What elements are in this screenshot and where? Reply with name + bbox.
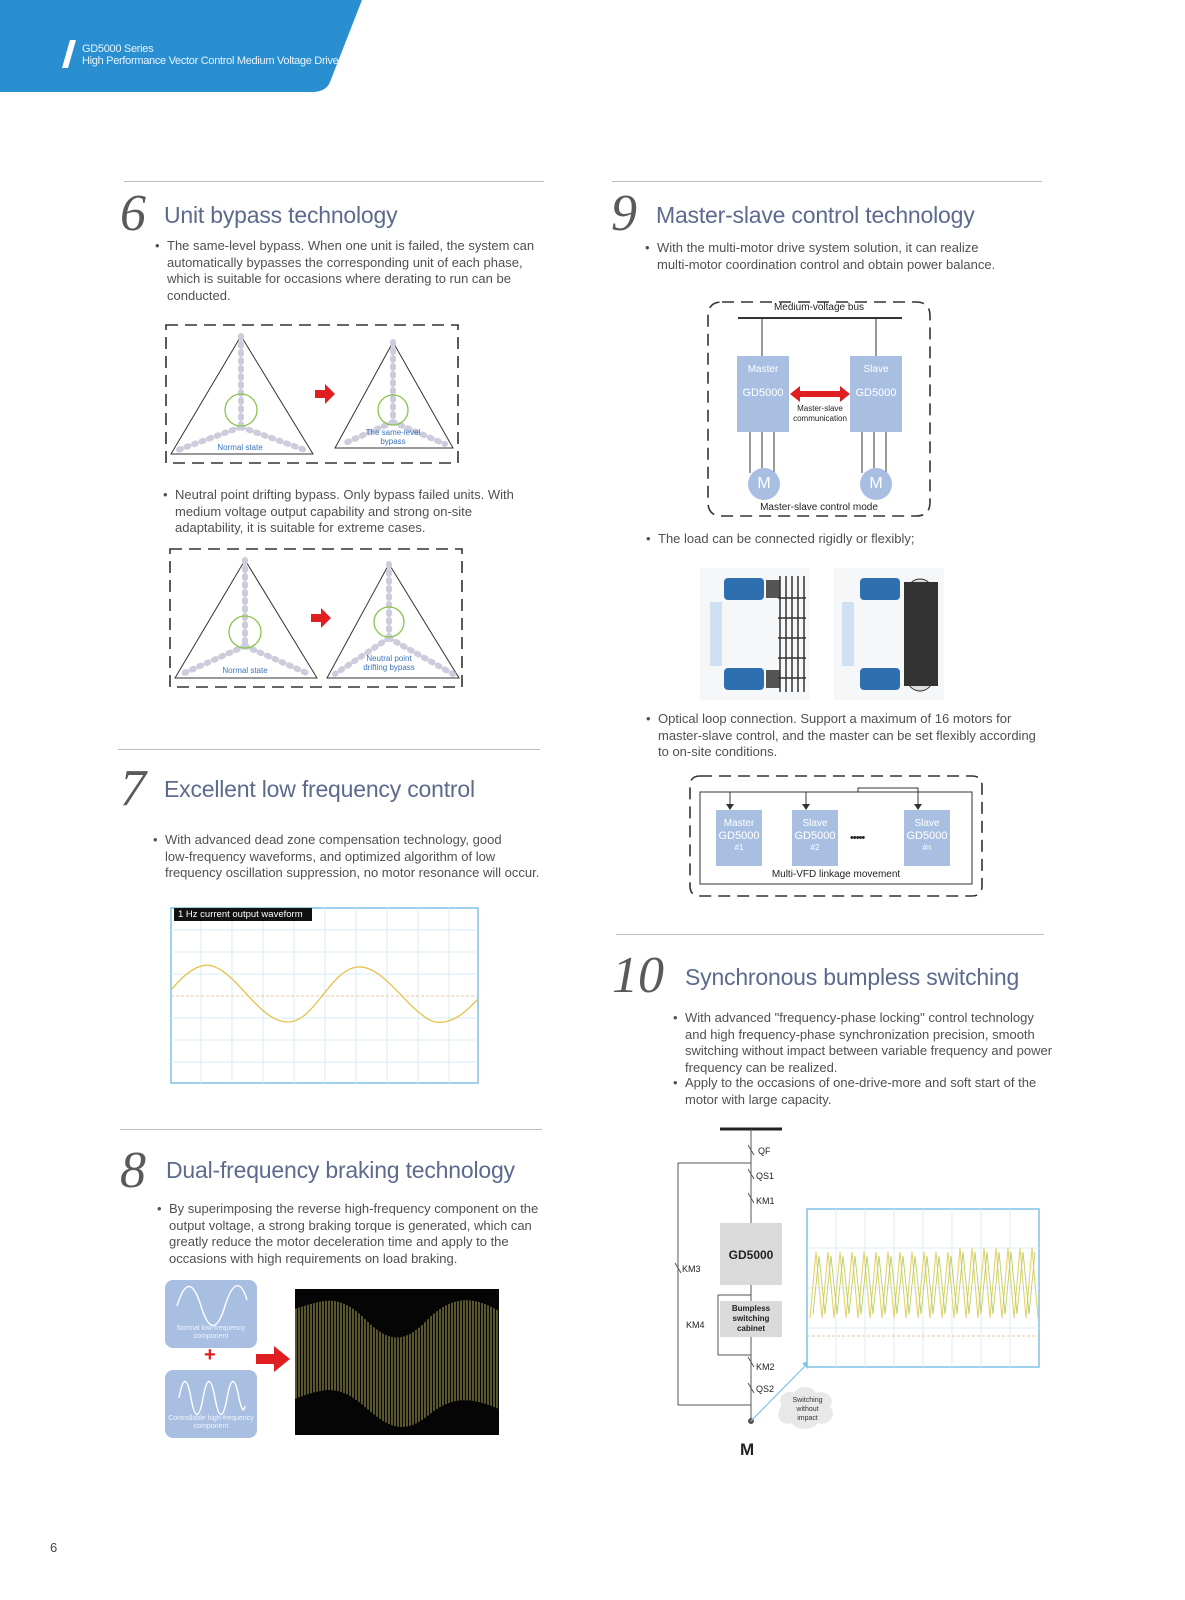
plus-sign: + [204, 1344, 216, 1366]
section10-number: 10 [612, 947, 664, 1004]
text-line: automatically bypasses the corresponding unit of each phase, [167, 254, 523, 270]
label-km1: KM1 [756, 1196, 775, 1206]
text-line: With the multi-motor drive system solution, it can realize [657, 240, 979, 255]
text-line: GD5000 [718, 830, 760, 842]
label-km3: KM3 [682, 1264, 701, 1274]
section9-title: Master-slave control technology [656, 202, 975, 228]
text-line: and high frequency-phase synchronization precision, smooth [685, 1026, 1035, 1042]
comm-label [786, 404, 854, 424]
header-series: GD5000 Series [82, 43, 154, 55]
slave-label: Slave [863, 364, 889, 375]
section10-title: Synchronous bumpless switching [685, 964, 1020, 990]
label-km4: KM4 [686, 1320, 705, 1330]
section10-bullet2: • Apply to the occasions of one-drive-more and soft start of the motor with large capacity. [685, 1075, 1070, 1108]
loop-box-2 [792, 817, 838, 852]
text-line: Neutral point [366, 654, 412, 663]
text-line: master-slave control, and the master can be set flexibly according [658, 727, 1036, 743]
text-line: occasions with high requirements on load braking. [169, 1250, 458, 1266]
rigid-connection-photo [700, 568, 810, 700]
text-line: Switching [792, 1397, 823, 1404]
page-number: 6 [50, 1540, 58, 1555]
section9-bullet2: • The load can be connected rigidly or flexibly; [658, 531, 1038, 548]
section7-bullet1: • With advanced dead zone compensation technology, good low-frequency waveforms, and optimized algorithm of low frequency oscillation suppression, no motor resonance will occur. [165, 832, 555, 882]
text-line: With advanced "frequency-phase locking" control technology [685, 1010, 1034, 1025]
motor-label-2: M [869, 475, 883, 492]
section9-number: 9 [611, 185, 637, 242]
text-line: Slave [802, 818, 828, 829]
text-line: By superimposing the reverse high-frequency component on the [169, 1201, 539, 1216]
text-line: conducted. [167, 287, 231, 303]
cloud-label [780, 1396, 835, 1423]
section6-title: Unit bypass technology [164, 202, 398, 228]
header-title [82, 43, 338, 67]
text-line: component [193, 1333, 229, 1340]
normal-state-triangle [175, 560, 317, 678]
low-frequency-label [165, 1325, 257, 1341]
text-line: Optical loop connection. Support a maximum of 16 motors for [658, 711, 1012, 726]
high-frequency-label [165, 1415, 257, 1431]
text-line: #1 [734, 843, 744, 852]
section8-bullet1: • By superimposing the reverse high-frequency component on the output voltage, a strong braking torque is generated, which can greatly reduce the motor deceleration time and apply to the occasions with high requirements on load braking. [169, 1201, 549, 1267]
text-line: Normal low-frequency [176, 1325, 246, 1332]
text-line: greatly reduce the motor deceleration time and apply to the [169, 1234, 509, 1249]
text-line: Master-slave [797, 404, 843, 413]
text-line: #n [922, 843, 932, 852]
text-line: frequency oscillation suppression, no motor resonance will occur. [165, 865, 540, 880]
label-qs1: QS1 [756, 1171, 775, 1181]
text-line: low-frequency waveforms, and optimized algorithm of low [165, 848, 496, 864]
low-frequency-waveform-chart [170, 907, 480, 1084]
text-line: cabinet [736, 1324, 765, 1333]
diagram1-right-caption [358, 428, 428, 446]
waveform-label: 1 Hz current output waveform [178, 909, 303, 920]
cabinet-label [720, 1304, 782, 1334]
bus-label: Medium-voltage bus [773, 302, 865, 313]
master-label: Master [747, 364, 779, 375]
red-double-arrow-icon [790, 386, 850, 402]
text-line: GD5000 [906, 830, 948, 842]
slave-drive-label: GD5000 [855, 387, 897, 399]
red-arrow-icon [311, 608, 331, 628]
loop-dots: ••••• [850, 832, 865, 844]
section9-bullet3: • Optical loop connection. Support a maximum of 16 motors for master-slave control, and the master can be set flexibly according to on-site conditions. [658, 711, 1048, 761]
diagram2-right-caption [354, 654, 424, 672]
loop-box-3 [904, 817, 950, 852]
section7-rule [118, 749, 540, 750]
drive-label: GD5000 [728, 1248, 774, 1262]
section7-number: 7 [120, 760, 146, 817]
section6-rule [124, 181, 544, 182]
text-line: multi-motor coordination control and obtain power balance. [657, 256, 996, 272]
text-line: Bumpless [731, 1304, 771, 1313]
text-line: Neutral point drifting bypass. Only bypass failed units. With [175, 487, 514, 502]
text-line: Slave [914, 818, 940, 829]
text-line: bypass [380, 437, 406, 446]
master-drive-label: GD5000 [742, 387, 784, 399]
switching-waveform-chart [806, 1208, 1040, 1368]
text-line: #2 [810, 843, 820, 852]
section9-rule [612, 181, 1042, 182]
loop-box-1 [716, 817, 762, 852]
text-line: drifting bypass [363, 663, 415, 672]
text-line: GD5000 [794, 830, 836, 842]
text-line: medium voltage output capability and strong on-site [175, 503, 473, 519]
text-line: With advanced dead zone compensation technology, good [165, 832, 502, 847]
section9-bullet1: • With the multi-motor drive system solution, it can realize multi-motor coordination control and obtain power balance. [657, 240, 1037, 273]
text-line: which is suitable for occasions where derating to run can be [167, 271, 511, 286]
text-line: impact [797, 1415, 818, 1422]
red-arrow-icon [256, 1346, 290, 1372]
text-line: output voltage, a strong braking torque is generated, which can [169, 1217, 532, 1233]
section6-bullet1: • The same-level bypass. When one unit is failed, the system can automatically bypasses the corresponding unit of each phase, which is suitable for occasions where derating to run can be conducted. [167, 238, 547, 304]
text-line: motor with large capacity. [685, 1091, 832, 1107]
section8-number: 8 [120, 1142, 146, 1199]
text-line: switching [732, 1314, 770, 1323]
braking-waveform-image [295, 1289, 499, 1435]
section8-title: Dual-frequency braking technology [166, 1157, 515, 1183]
normal-state-triangle [171, 336, 313, 454]
text-line: without [796, 1406, 819, 1413]
text-line: Apply to the occasions of one-drive-more and soft start of the [685, 1075, 1037, 1090]
text-line: component [193, 1423, 229, 1430]
mode-label: Master-slave control mode [760, 502, 878, 513]
text-line: The same-level bypass. When one unit is failed, the system can [167, 238, 535, 253]
section6-number: 6 [120, 185, 146, 242]
flexible-connection-photo [834, 568, 944, 700]
text-line: adaptability, it is suitable for extreme cases. [175, 520, 426, 535]
text-line: communication [793, 414, 847, 423]
header-subtitle: High Performance Vector Control Medium Voltage Drive [82, 55, 339, 67]
loop-label: Multi-VFD linkage movement [771, 869, 901, 880]
text-line: Master [723, 818, 755, 829]
label-qf: QF [758, 1146, 771, 1156]
section7-title: Excellent low frequency control [164, 776, 475, 802]
label-qs2: QS2 [756, 1384, 775, 1394]
diagram2-left-caption: Normal state [222, 666, 268, 675]
section8-rule [120, 1129, 542, 1130]
motor-label: M [740, 1440, 755, 1459]
text-line: The load can be connected rigidly or flexibly; [658, 531, 915, 546]
diagram1-left-caption: Normal state [217, 443, 263, 452]
section10-bullet1: • With advanced "frequency-phase locking" control technology and high frequency-phase synchronization precision, smooth switching without impact between variable frequency and power frequency can be realized. [685, 1010, 1070, 1076]
red-arrow-icon [315, 384, 335, 404]
label-km2: KM2 [756, 1362, 775, 1372]
text-line: The same-level [365, 428, 421, 437]
motor-label-1: M [757, 475, 771, 492]
text-line: to on-site conditions. [658, 744, 778, 759]
text-line: Controllable high-frequency [168, 1415, 254, 1422]
text-line: switching without impact between variable frequency and power [685, 1043, 1053, 1058]
text-line: frequency can be realized. [685, 1059, 838, 1075]
section6-bullet2: • Neutral point drifting bypass. Only bypass failed units. With medium voltage output capability and strong on-site adaptability, it is suitable for extreme cases. [175, 487, 545, 537]
section10-rule [616, 934, 1044, 935]
